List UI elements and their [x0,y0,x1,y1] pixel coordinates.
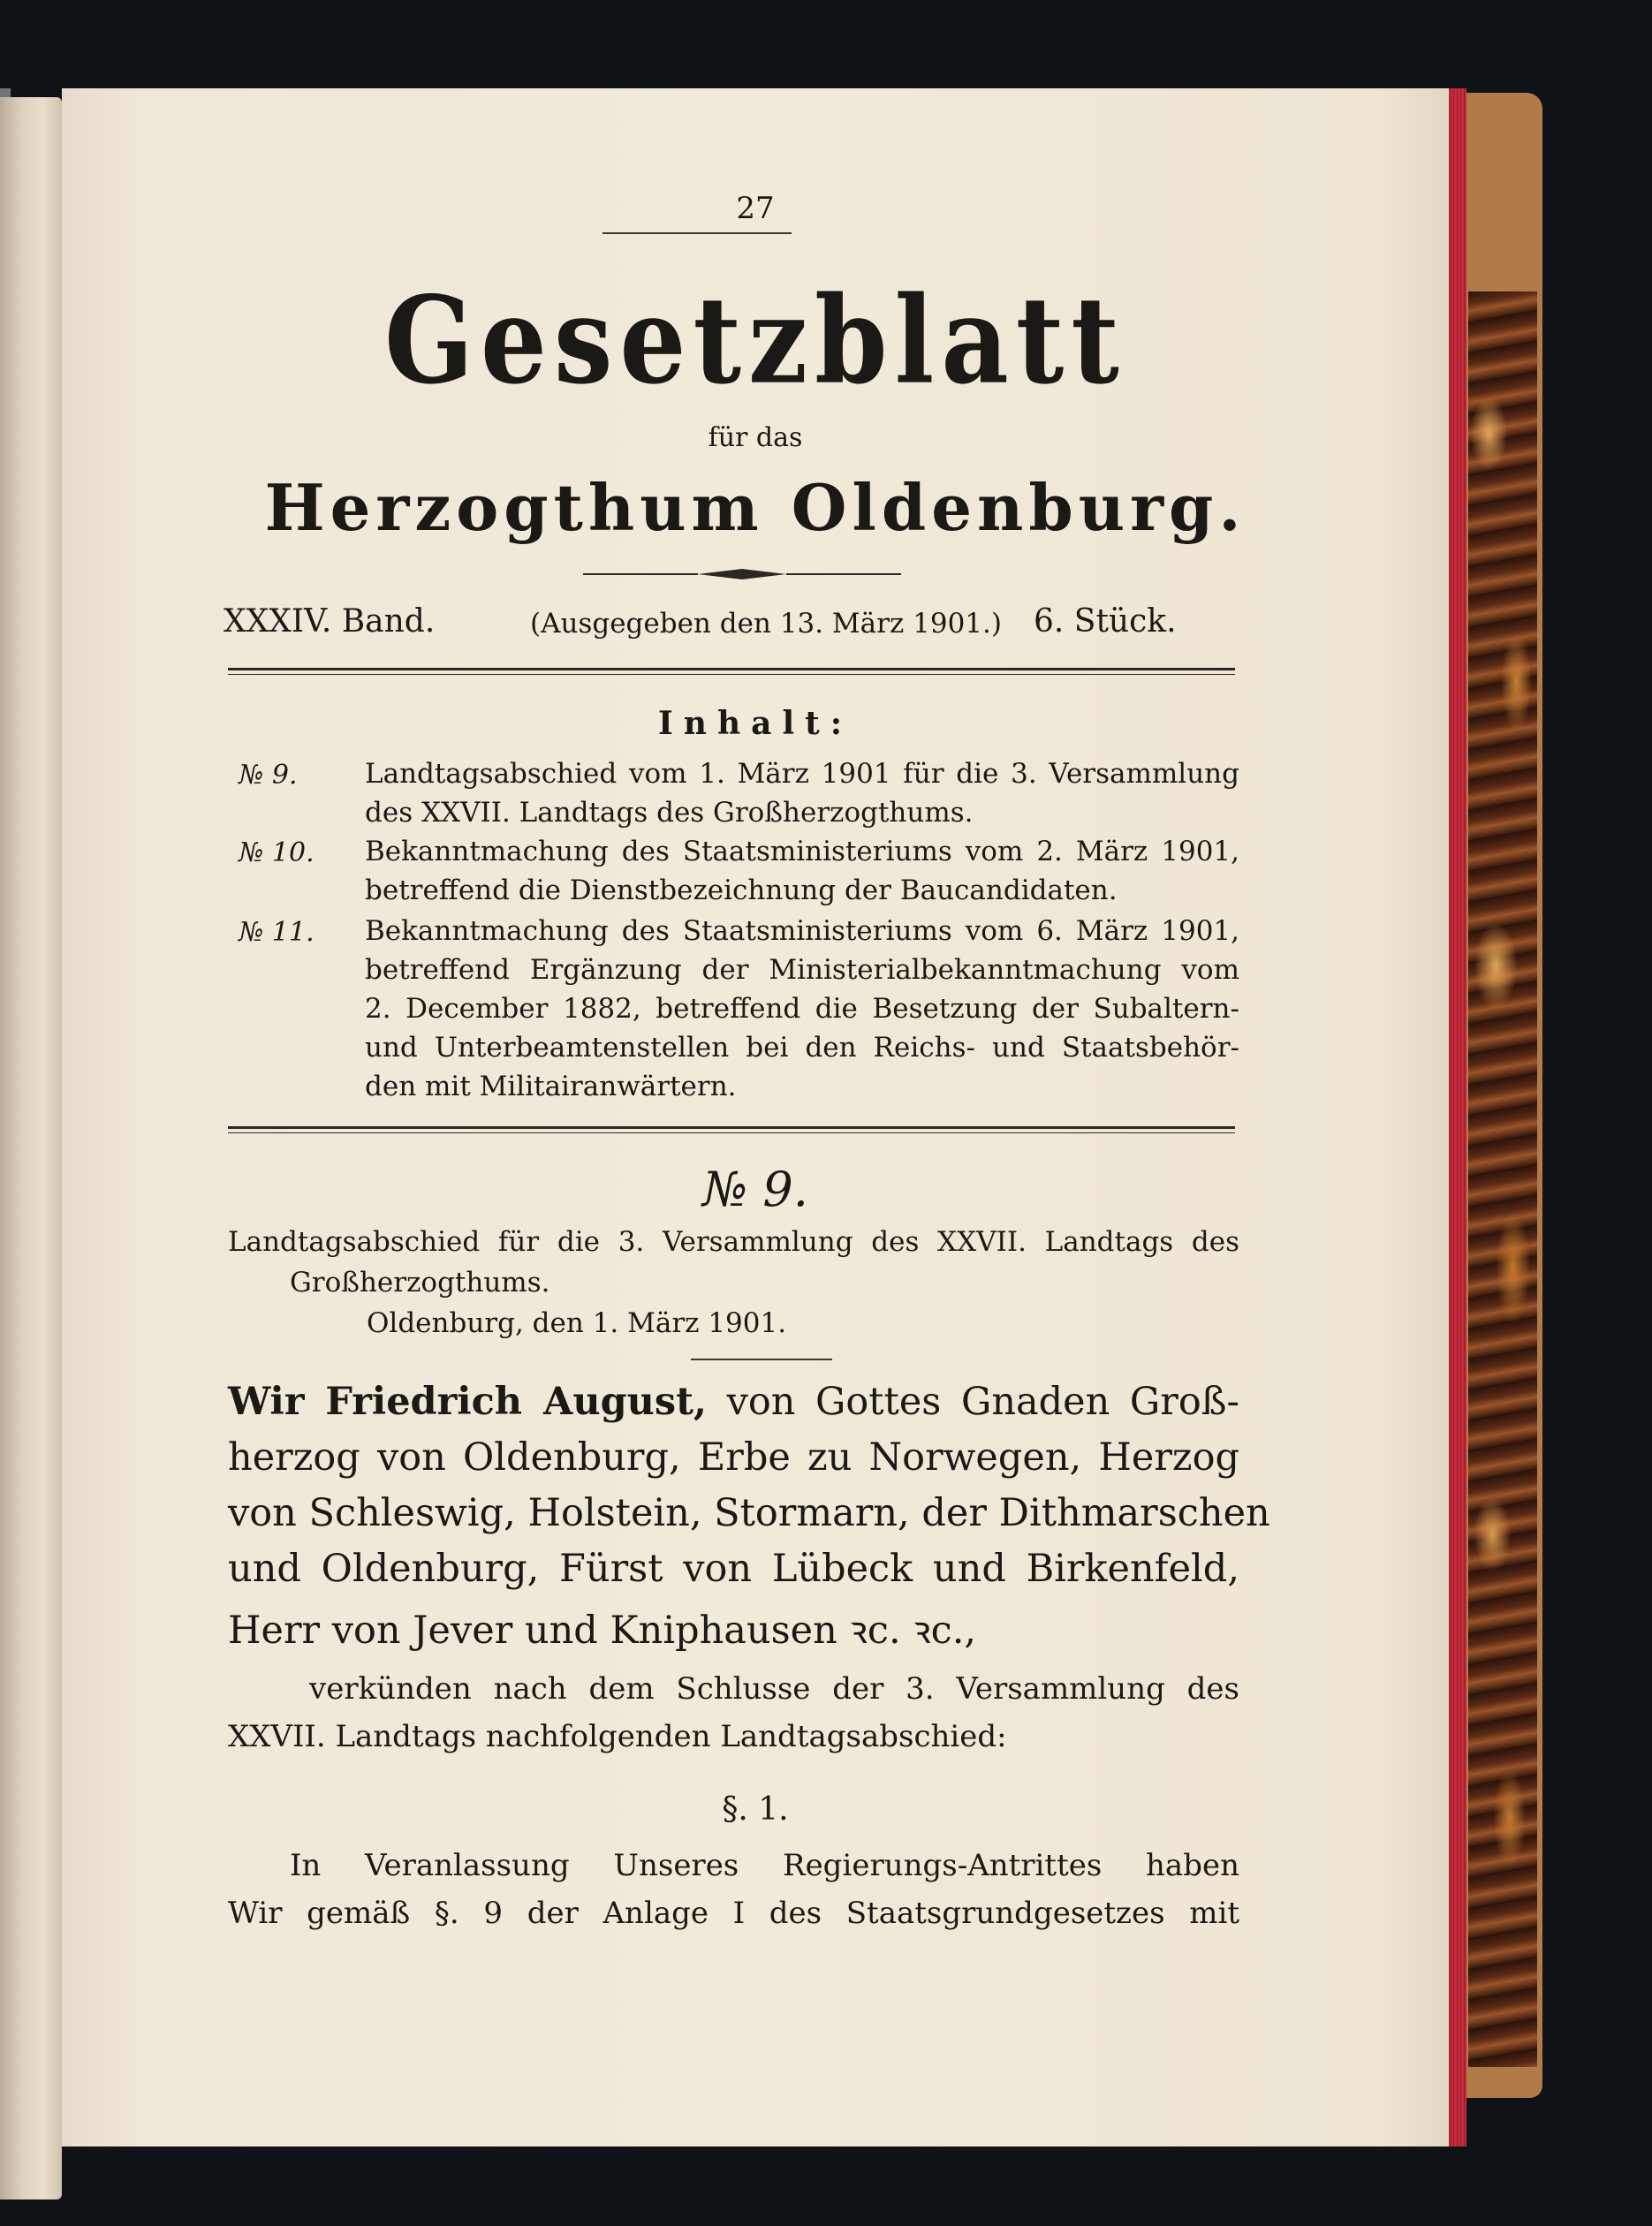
toc-line: den mit Militairanwärtern. [365,1071,737,1102]
volume-label: XXXIV. Band. [224,603,436,640]
toc-line: betreffend die Dienstbezeichnung der Baucandidaten. [365,874,1118,906]
preamble-line: Herr von Jever und Kniphausen ꝛc. ꝛc., [228,1609,977,1653]
issue-date: (Ausgegeben den 13. März 1901.) [530,608,1002,640]
marbled-cover-paper [1468,292,1537,2067]
double-rule [228,1126,1235,1133]
toc-number: № 10. [239,837,314,868]
masthead-subtitle: für das [708,422,803,453]
toc-line: betreffend Ergänzung der Ministerialbekanntmachung vom [365,954,1239,986]
toc-number: № 9. [239,760,298,791]
toc-line: Bekanntmachung des Staatsministeriums vom 6. März 1901, [365,915,1239,947]
toc-line: Bekanntmachung des Staatsministeriums vom 2. März 1901, [365,836,1239,867]
preamble-line: von Schleswig, Holstein, Stormarn, der Dithmarschen [228,1491,1270,1535]
sovereign-name: Wir Friedrich August, [228,1380,707,1424]
page-number: 27 [736,191,775,226]
toc-number: № 11. [239,917,314,948]
page-number-rule [602,232,792,234]
section-heading: §. 1. [722,1791,789,1828]
law-title-line: Landtagsabschied für die 3. Versammlung des XXVII. Landtags des [228,1226,1239,1258]
masthead-title: Gesetzblatt [384,269,1126,411]
state-title: Herzogthum Oldenburg. [264,470,1247,545]
section-text-line: In Veranlassung Unseres Regierungs-Antrittes haben [290,1848,1239,1883]
law-place-date: Oldenburg, den 1. März 1901. [367,1307,787,1339]
toc-line: 2. December 1882, betreffend die Besetzung der Subaltern- [365,993,1239,1025]
law-number: № 9. [702,1162,808,1217]
section-text-line: Wir gemäß §. 9 der Anlage I des Staatsgrundgesetzes mit [228,1896,1239,1931]
proclamation-line: XXVII. Landtags nachfolgenden Landtagsabschied: [228,1719,1007,1754]
double-rule [228,668,1235,675]
preamble-line: herzog von Oldenburg, Erbe zu Norwegen, Herzog [228,1435,1239,1480]
preamble-line: und Oldenburg, Fürst von Lübeck und Birkenfeld, [228,1547,1239,1591]
ornament-divider [583,565,901,583]
preamble-line-1 [228,1380,1239,1424]
contents-heading: Inhalt: [657,705,853,742]
preamble-text: von Gottes Gnaden Groß- [726,1380,1239,1424]
toc-line: des XXVII. Landtags des Großherzogthums. [365,797,974,829]
toc-line: Landtagsabschied vom 1. März 1901 für die 3. Versammlung [365,758,1239,790]
proclamation-line: verkünden nach dem Schlusse der 3. Versammlung des [309,1671,1239,1707]
law-rule [691,1359,832,1360]
law-title-line: Großherzogthums. [290,1267,550,1298]
issue-piece: 6. Stück. [1034,603,1177,640]
gazette-page [62,88,1449,2146]
toc-line: und Unterbeamtenstellen bei den Reichs- und Staatsbehör- [365,1032,1239,1064]
previous-page-edge [0,97,62,2200]
